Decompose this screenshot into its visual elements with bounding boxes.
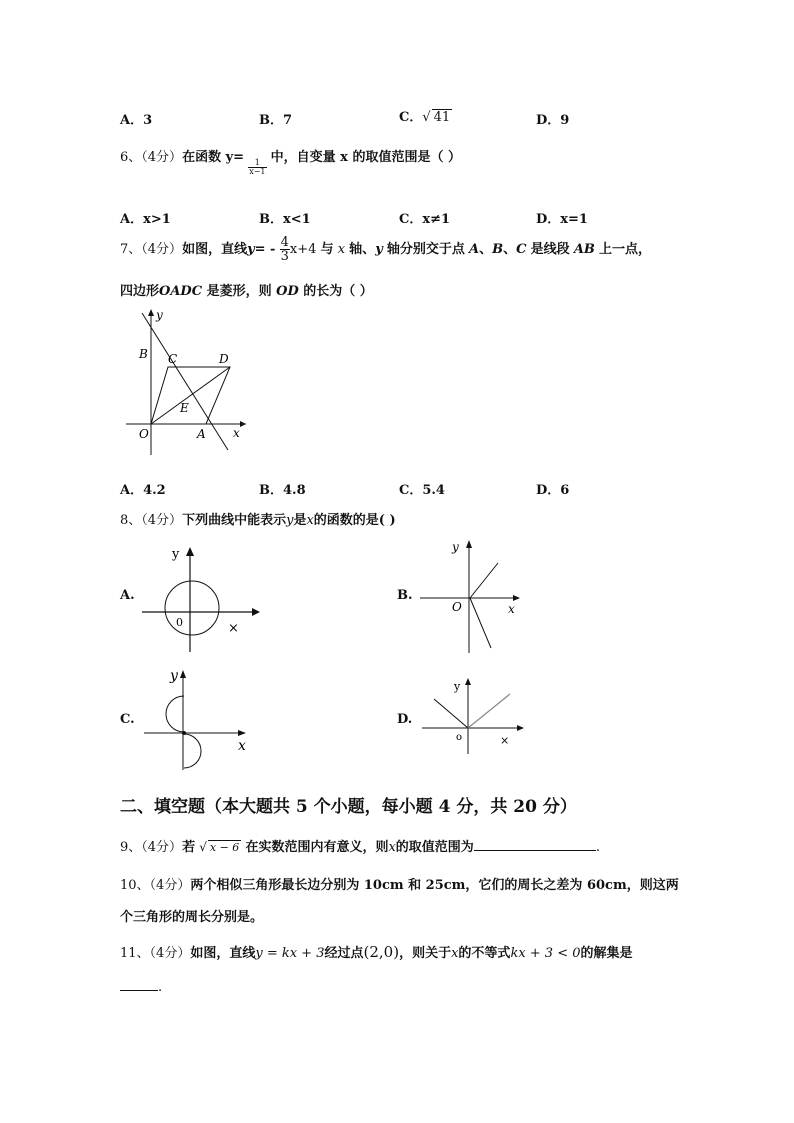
question-11-answer: . bbox=[120, 978, 162, 995]
fig7-label-d: D bbox=[219, 352, 229, 366]
question-6-stem: 6、（4分）在函数 y= $\frac{1}{x-1}$ 中，自变量 x 的取值范围是（ ） bbox=[120, 150, 461, 176]
svg-text:O: O bbox=[452, 600, 462, 614]
question-7-figure bbox=[118, 305, 253, 465]
q8-option-d-graph bbox=[420, 674, 530, 759]
svg-text:y: y bbox=[454, 680, 461, 693]
svg-text:0: 0 bbox=[176, 616, 183, 629]
q8-option-b-graph bbox=[418, 535, 528, 655]
question-10-line2: 个三角形的周长分别是。 bbox=[120, 910, 264, 925]
q8-option-d-letter: D. bbox=[397, 712, 413, 727]
question-7-stem: 7、（4分）如图，直线y= - $\frac{4}{3}$ x+4 与 x 轴、y 轴分别交于点 A、B、C 是线段 AB 上一点， bbox=[120, 235, 652, 264]
q6-option-b: B．x<1 bbox=[259, 212, 311, 227]
question-10-line1: 10、（4分）两个相似三角形最长边分别为 10cm 和 25cm，它们的周长之差为 60cm，则这两 bbox=[120, 878, 679, 893]
answer-blank[interactable] bbox=[474, 850, 596, 851]
q5-option-b: B．7 bbox=[259, 113, 293, 128]
fig7-label-e: E bbox=[180, 401, 189, 415]
q6-option-a: A．x>1 bbox=[120, 212, 171, 227]
svg-text:o: o bbox=[456, 732, 463, 743]
svg-text:×: × bbox=[228, 621, 239, 636]
question-8-stem: 8、（4分）下列曲线中能表示y是x的函数的是( ) bbox=[120, 513, 396, 528]
q6-option-d: D．x=1 bbox=[536, 212, 588, 227]
fig7-label-x: x bbox=[233, 426, 240, 440]
q7-option-c: C．5.4 bbox=[399, 483, 445, 498]
fig7-label-o: O bbox=[139, 427, 149, 441]
q6-option-c: C．x≠1 bbox=[399, 212, 451, 227]
q8-option-b-letter: B. bbox=[397, 588, 413, 603]
svg-text:x: x bbox=[238, 738, 246, 754]
svg-text:y: y bbox=[452, 540, 459, 554]
q8-option-a-graph bbox=[140, 540, 265, 655]
svg-text:y: y bbox=[170, 668, 178, 684]
svg-text:x: x bbox=[508, 602, 515, 616]
fig7-label-c: C bbox=[168, 352, 178, 366]
svg-text:y: y bbox=[172, 547, 180, 562]
q7-option-b: B．4.8 bbox=[259, 483, 306, 498]
q5-option-c: C．√ 41 bbox=[399, 110, 451, 125]
fig7-label-y: y bbox=[156, 308, 163, 322]
fig7-label-b: B bbox=[139, 347, 148, 361]
question-9: 9、（4分）若 √ x − 6 在实数范围内有意义，则x的取值范围为 . bbox=[120, 840, 600, 855]
q7-option-a: A．4.2 bbox=[120, 483, 166, 498]
answer-blank[interactable] bbox=[120, 978, 158, 991]
question-11: 11、（4分）如图，直线y = kx + 3经过点(2,0)，则关于x的不等式kx + 3 < 0的解集是 bbox=[120, 943, 633, 961]
svg-text:×: × bbox=[500, 734, 510, 747]
q7-option-d: D．6 bbox=[536, 483, 570, 498]
q5-option-d: D．9 bbox=[536, 113, 570, 128]
q8-option-c-graph bbox=[140, 662, 255, 772]
q5-option-a: A．3 bbox=[120, 113, 153, 128]
question-7-stem-line2: 四边形OADC 是菱形，则 OD 的长为（ ） bbox=[120, 284, 373, 299]
fig7-label-a: A bbox=[197, 427, 206, 441]
q8-option-c-letter: C. bbox=[120, 712, 135, 727]
q8-option-a-letter: A. bbox=[120, 588, 135, 603]
section-2-title: 二、填空题（本大题共 5 个小题，每小题 4 分，共 20 分） bbox=[120, 797, 577, 817]
